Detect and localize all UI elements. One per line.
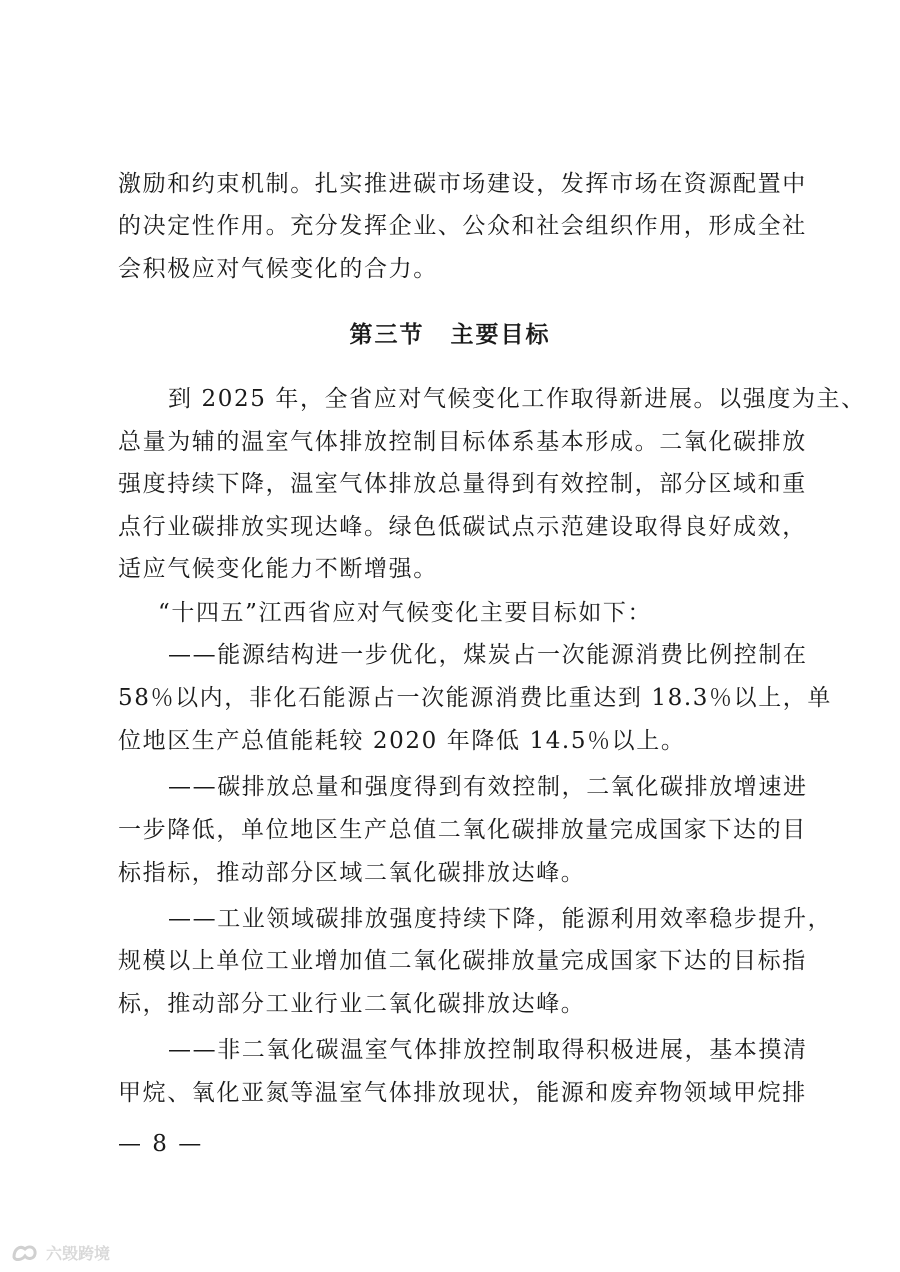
paragraph-line: “十四五”江西省应对气候变化主要目标如下： [158, 600, 653, 626]
paragraph-line: ——碳排放总量和强度得到有效控制，二氧化碳排放增速进 [168, 774, 808, 800]
paragraph-line: 甲烷、氧化亚氮等温室气体排放现状，能源和废弃物领域甲烷排 [118, 1080, 807, 1106]
paragraph-line: ——工业领域碳排放强度持续下降，能源利用效率稳步提升， [168, 906, 833, 932]
watermark-logo-icon [10, 1241, 40, 1263]
paragraph-line: 规模以上单位工业增加值二氧化碳排放量完成国家下达的目标指 [118, 948, 807, 974]
watermark-text: 六毁跨境 [46, 1243, 111, 1263]
section-heading [0, 319, 900, 351]
paragraph-line: 会积极应对气候变化的合力。 [118, 256, 438, 282]
paragraph-line: 点行业碳排放实现达峰。绿色低碳试点示范建设取得良好成效， [118, 514, 807, 540]
section-number: 第三节 [349, 321, 425, 348]
paragraph-line: ——非二氧化碳温室气体排放控制取得积极进展，基本摸清 [168, 1037, 808, 1063]
paragraph-line: 强度持续下降，温室气体排放总量得到有效控制，部分区域和重 [118, 471, 807, 497]
paragraph-line: 总量为辅的温室气体排放控制目标体系基本形成。二氧化碳排放 [118, 429, 807, 455]
paragraph-line: ——能源结构进一步优化，煤炭占一次能源消费比例控制在 [168, 642, 808, 668]
paragraph-line: 标指标，推动部分区域二氧化碳排放达峰。 [118, 860, 586, 886]
paragraph-line: 标，推动部分工业行业二氧化碳排放达峰。 [118, 991, 586, 1017]
paragraph-line: 一步降低，单位地区生产总值二氧化碳排放量完成国家下达的目 [118, 817, 807, 843]
page-number: — 8 — [118, 1131, 204, 1157]
paragraph-line: 的决定性作用。充分发挥企业、公众和社会组织作用，形成全社 [118, 213, 807, 239]
paragraph-line: 到 2025 年，全省应对气候变化工作取得新进展。以强度为主、 [168, 386, 866, 412]
watermark [10, 1238, 110, 1266]
paragraph-line: 位地区生产总值能耗较 2020 年降低 14.5％以上。 [118, 728, 686, 754]
section-title: 主要目标 [450, 321, 551, 348]
paragraph-line: 适应气候变化能力不断增强。 [118, 556, 438, 582]
paragraph-line: 激励和约束机制。扎实推进碳市场建设，发挥市场在资源配置中 [118, 171, 807, 197]
paragraph-line: 58％以内，非化石能源占一次能源消费比重达到 18.3％以上，单 [118, 685, 832, 711]
